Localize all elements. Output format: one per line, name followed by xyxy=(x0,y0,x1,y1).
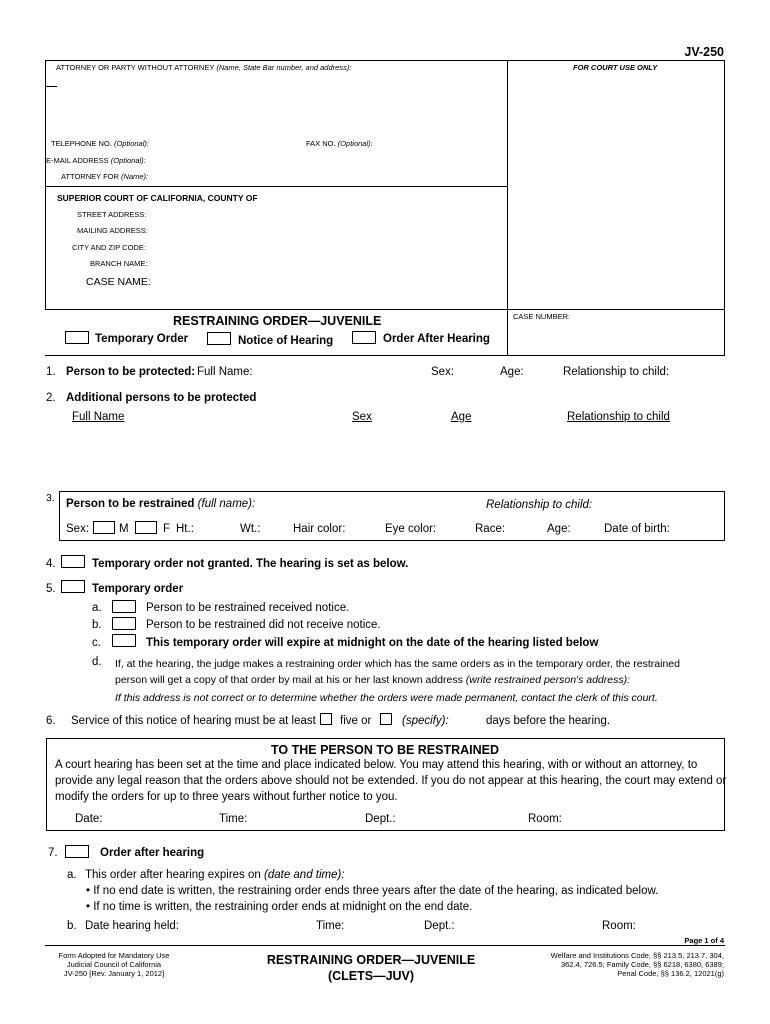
item5-number: 5. xyxy=(46,583,56,595)
form-id: JV-250 xyxy=(684,45,724,59)
attorney-label: ATTORNEY OR PARTY WITHOUT ATTORNEY (Name, State Bar number, and address): xyxy=(56,63,352,72)
order-after-hearing-checkbox[interactable] xyxy=(352,331,376,344)
item4-checkbox[interactable] xyxy=(61,555,85,568)
item2-col-sex: Sex xyxy=(352,411,372,423)
form-title: RESTRAINING ORDER—JUVENILE xyxy=(173,314,382,328)
footer-title: RESTRAINING ORDER—JUVENILE (CLETS—JUV) xyxy=(266,953,476,983)
street-address-label: STREET ADDRESS: xyxy=(77,210,147,219)
item6-number: 6. xyxy=(46,715,56,727)
item5d-line3: If this address is not correct or to determine whether the orders were made permanent, contact the clerk of this court. xyxy=(115,692,658,704)
title-bottom-border xyxy=(45,355,725,356)
fax-label: FAX NO. (Optional): xyxy=(306,139,373,148)
hair-color-label: Hair color: xyxy=(293,523,346,535)
item4-text: Temporary order not granted. The hearing is set as below. xyxy=(92,558,409,570)
footer-rule xyxy=(45,945,725,946)
item5d-line1: If, at the hearing, the judge makes a restraining order which has the same orders as in the temporary order, the restrained xyxy=(115,658,680,670)
case-name-label: CASE NAME: xyxy=(86,276,151,288)
header-divider xyxy=(507,60,508,355)
item5a-checkbox[interactable] xyxy=(112,600,136,613)
item7b-room-label: Room: xyxy=(602,920,636,932)
notice-room-label: Room: xyxy=(528,813,562,825)
attorney-mark xyxy=(45,86,57,87)
height-label: Ht.: xyxy=(176,523,194,535)
item7b-text: Date hearing held: xyxy=(85,920,179,932)
attorney-bottom-border xyxy=(45,186,507,187)
item1-sex-label: Sex: xyxy=(431,366,455,378)
notice-line2: provide any legal reason that the orders above should not be extended. If you do not appear at this hearing, the court may extend or xyxy=(55,775,727,787)
temporary-order-checkbox[interactable] xyxy=(65,331,89,344)
item7-number: 7. xyxy=(48,847,58,859)
notice-line3: modify the orders for up to three years without further notice to you. xyxy=(55,791,398,803)
notice-time-label: Time: xyxy=(219,813,248,825)
item3-sex-label: Sex: xyxy=(66,523,90,535)
mailing-address-label: MAILING ADDRESS: xyxy=(77,226,148,235)
header-top-border xyxy=(45,60,725,61)
item5c-text: This temporary order will expire at midnight on the date of the hearing listed below xyxy=(146,637,599,649)
item5c-checkbox[interactable] xyxy=(112,634,136,647)
item7-checkbox[interactable] xyxy=(65,845,89,858)
order-after-hearing-label: Order After Hearing xyxy=(383,333,490,345)
page-number: Page 1 of 4 xyxy=(684,936,724,945)
city-zip-label: CITY AND ZIP CODE: xyxy=(72,243,146,252)
specify-days-checkbox[interactable] xyxy=(380,713,392,725)
item3-number: 3. xyxy=(46,492,55,504)
item3-relationship-label: Relationship to child: xyxy=(486,499,593,511)
item2-number: 2. xyxy=(46,392,56,404)
header-right-border xyxy=(724,60,725,355)
notice-dept-label: Dept.: xyxy=(365,813,396,825)
dob-label: Date of birth: xyxy=(604,523,670,535)
court-title: SUPERIOR COURT OF CALIFORNIA, COUNTY OF xyxy=(57,193,258,203)
item2-col-age: Age xyxy=(451,411,472,423)
item5-checkbox[interactable] xyxy=(61,580,85,593)
item3-label: Person to be restrained (full name): xyxy=(66,498,256,510)
item5d-letter: d. xyxy=(92,656,102,668)
item6-text: Service of this notice of hearing must be at least xyxy=(71,715,316,727)
item7-bullet1: • If no end date is written, the restraining order ends three years after the date of the hearing, as indicated below. xyxy=(86,885,659,897)
branch-name-label: BRANCH NAME: xyxy=(90,259,148,268)
item2-label: Additional persons to be protected xyxy=(66,392,257,404)
specify-label: (specify): xyxy=(402,715,449,727)
eye-color-label: Eye color: xyxy=(385,523,437,535)
item7-label: Order after hearing xyxy=(100,847,205,859)
five-days-checkbox[interactable] xyxy=(320,713,332,725)
notice-title: TO THE PERSON TO BE RESTRAINED xyxy=(271,743,500,757)
notice-date-label: Date: xyxy=(75,813,103,825)
email-label: E-MAIL ADDRESS (Optional): xyxy=(46,156,146,165)
item5-label: Temporary order xyxy=(92,583,184,595)
age-label: Age: xyxy=(547,523,571,535)
sex-f-label: F xyxy=(163,523,171,535)
case-number-label: CASE NUMBER: xyxy=(513,312,571,321)
temporary-order-label: Temporary Order xyxy=(95,333,189,345)
codes-block: Welfare and Institutions Code, §§ 213.5, 213.7, 304, 362.4, 726.5; Family Code, §§ 6218, 6380, 6389; Penal Code, §§ 136.2, 12021(g) xyxy=(550,951,724,978)
item7b-letter: b. xyxy=(67,920,77,932)
item7b-dept-label: Dept.: xyxy=(424,920,455,932)
item1-age-label: Age: xyxy=(500,366,524,378)
item5c-letter: c. xyxy=(92,637,101,649)
sex-m-checkbox[interactable] xyxy=(93,521,115,534)
item1-relationship-label: Relationship to child: xyxy=(563,366,670,378)
item5b-letter: b. xyxy=(92,619,102,631)
notice-of-hearing-checkbox[interactable] xyxy=(207,332,231,345)
item7a-letter: a. xyxy=(67,869,77,881)
item7a-text: This order after hearing expires on (date and time): xyxy=(85,869,345,881)
item7b-time-label: Time: xyxy=(316,920,345,932)
sex-f-checkbox[interactable] xyxy=(135,521,157,534)
days-before-hearing: days before the hearing. xyxy=(486,715,611,727)
attorney-for-label: ATTORNEY FOR (Name): xyxy=(61,172,149,181)
adopted-block: Form Adopted for Mandatory Use Judicial Council of California JV-250 [Rev. January 1, 2012] xyxy=(58,951,170,978)
notice-line1: A court hearing has been set at the time and place indicated below. You may attend this hearing, with or without an attorney, to xyxy=(55,759,698,771)
item2-col-name: Full Name xyxy=(72,411,125,423)
five-days-label: five or xyxy=(340,715,372,727)
item1-label: Person to be protected: xyxy=(66,366,196,378)
item1-full-name-label: Full Name: xyxy=(197,366,253,378)
item7-bullet2: • If no time is written, the restraining order ends at midnight on the end date. xyxy=(86,901,473,913)
court-bottom-border xyxy=(45,309,725,310)
court-use-label: FOR COURT USE ONLY xyxy=(573,63,658,72)
item5a-text: Person to be restrained received notice. xyxy=(146,602,350,614)
item5d-line2: person will get a copy of that order by mail at his or her last known address (write restrained person's address): xyxy=(115,674,631,686)
header-left-border xyxy=(45,60,46,310)
race-label: Race: xyxy=(475,523,506,535)
telephone-label: TELEPHONE NO. (Optional): xyxy=(51,139,149,148)
weight-label: Wt.: xyxy=(240,523,261,535)
sex-m-label: M xyxy=(119,523,129,535)
item4-number: 4. xyxy=(46,558,56,570)
item5a-letter: a. xyxy=(92,602,102,614)
notice-of-hearing-label: Notice of Hearing xyxy=(238,335,334,347)
item2-col-relationship: Relationship to child xyxy=(567,411,670,423)
item1-number: 1. xyxy=(46,366,56,378)
item5b-text: Person to be restrained did not receive notice. xyxy=(146,619,381,631)
item5b-checkbox[interactable] xyxy=(112,617,136,630)
